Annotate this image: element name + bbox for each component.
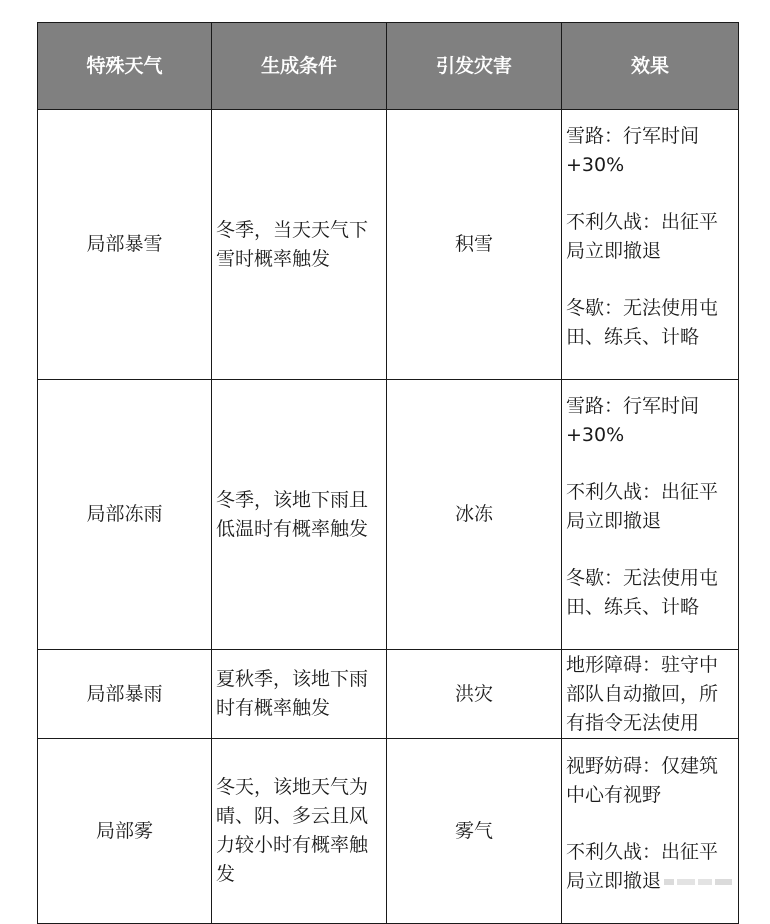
effect-text: 雪路：行军时间 +30% <box>566 395 700 446</box>
effects-cell <box>562 380 739 650</box>
condition-cell <box>212 110 387 380</box>
effects-cell <box>562 110 739 380</box>
header-disaster: 引发灾害 <box>387 23 562 110</box>
condition-cell <box>212 380 387 650</box>
table-row <box>38 380 739 650</box>
special-weather-table <box>37 22 739 924</box>
weather-cell: 局部暴雪 <box>38 110 212 380</box>
header-condition: 生成条件 <box>212 23 387 110</box>
watermark-logo <box>664 876 734 888</box>
table-header-row <box>38 23 739 110</box>
effect-text: 地形障碍：驻守中 部队自动撤回，所 有指令无法使用 <box>566 654 719 734</box>
table-row <box>38 739 739 924</box>
table-row <box>38 650 739 739</box>
disaster-cell: 冰冻 <box>387 380 562 650</box>
effect-text: 视野妨碍：仅建筑 中心有视野 <box>566 755 719 806</box>
condition-text: 夏秋季，该地下雨时有概率触发 <box>216 668 369 719</box>
condition-cell <box>212 739 387 924</box>
effects-cell <box>562 739 739 924</box>
effect-text: 不利久战：出征平 局立即撤退 <box>566 481 719 532</box>
effect-text: 不利久战：出征平 局立即撤退 <box>566 841 719 892</box>
condition-cell <box>212 650 387 739</box>
weather-cell: 局部雾 <box>38 739 212 924</box>
disaster-cell: 洪灾 <box>387 650 562 739</box>
effect-text: 冬歇：无法使用屯 田、练兵、计略 <box>566 567 719 618</box>
effects-cell <box>562 650 739 739</box>
effect-text: 雪路：行军时间 +30% <box>566 125 700 176</box>
disaster-cell: 雾气 <box>387 739 562 924</box>
weather-cell: 局部暴雨 <box>38 650 212 739</box>
table-row <box>38 110 739 380</box>
condition-text: 冬季，当天天气下雪时概率触发 <box>216 218 369 270</box>
condition-text: 冬天，该地天气为晴、阴、多云且风力较小时有概率触发 <box>216 776 369 885</box>
condition-text: 冬季，该地下雨且低温时有概率触发 <box>216 488 369 540</box>
effect-text: 冬歇：无法使用屯 田、练兵、计略 <box>566 297 719 348</box>
header-weather: 特殊天气 <box>38 23 212 110</box>
effect-text: 不利久战：出征平 局立即撤退 <box>566 211 719 262</box>
weather-cell: 局部冻雨 <box>38 380 212 650</box>
header-effect: 效果 <box>562 23 739 110</box>
disaster-cell: 积雪 <box>387 110 562 380</box>
